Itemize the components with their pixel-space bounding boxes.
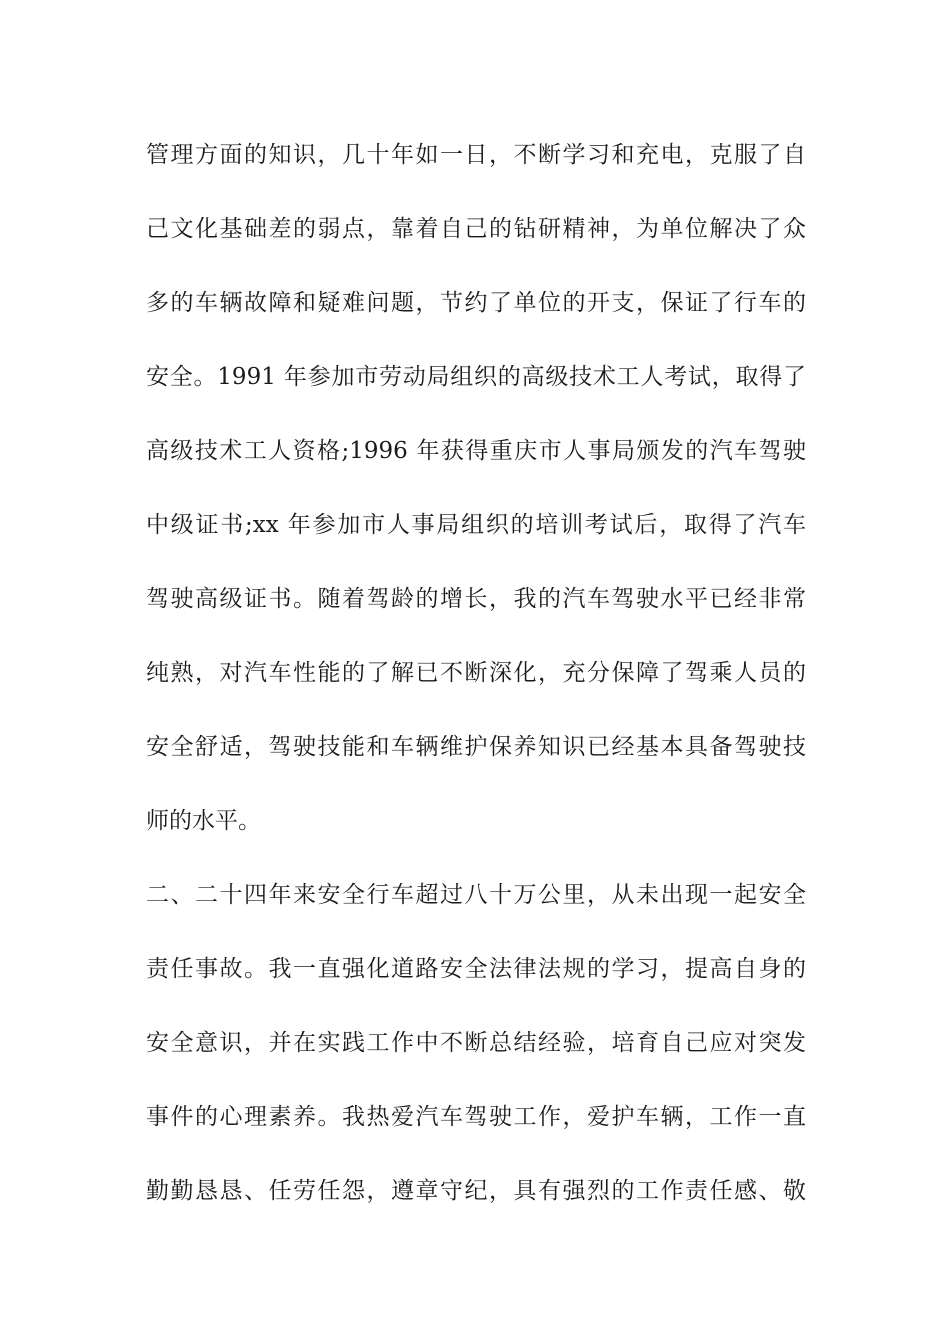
text-line: 勤勤恳恳、任劳任怨，遵章守纪，具有强烈的工作责任感、敬	[146, 1178, 806, 1204]
text-line: 责任事故。我一直强化道路安全法律法规的学习，提高自身的	[146, 956, 806, 982]
text-line: 二、二十四年来安全行车超过八十万公里，从未出现一起安全	[146, 882, 806, 908]
text-line: 安全舒适，驾驶技能和车辆维护保养知识已经基本具备驾驶技	[146, 734, 806, 760]
text-line: 纯熟，对汽车性能的了解已不断深化，充分保障了驾乘人员的	[146, 660, 806, 686]
text-line: 管理方面的知识，几十年如一日，不断学习和充电，克服了自	[146, 142, 806, 168]
text-line: 高级技术工人资格;1996 年获得重庆市人事局颁发的汽车驾驶	[146, 438, 806, 464]
document-body	[146, 126, 806, 1236]
text-line: 安全意识，并在实践工作中不断总结经验，培育自己应对突发	[146, 1030, 806, 1056]
text-line: 事件的心理素养。我热爱汽车驾驶工作，爱护车辆，工作一直	[146, 1104, 806, 1130]
text-line: 驾驶高级证书。随着驾龄的增长，我的汽车驾驶水平已经非常	[146, 586, 806, 612]
text-line: 中级证书;xx 年参加市人事局组织的培训考试后，取得了汽车	[146, 512, 806, 538]
text-line: 安全。1991 年参加市劳动局组织的高级技术工人考试，取得了	[146, 364, 806, 390]
text-line: 师的水平。	[146, 808, 261, 834]
text-line: 己文化基础差的弱点，靠着自己的钻研精神，为单位解决了众	[146, 216, 806, 242]
text-line: 多的车辆故障和疑难问题，节约了单位的开支，保证了行车的	[146, 290, 806, 316]
